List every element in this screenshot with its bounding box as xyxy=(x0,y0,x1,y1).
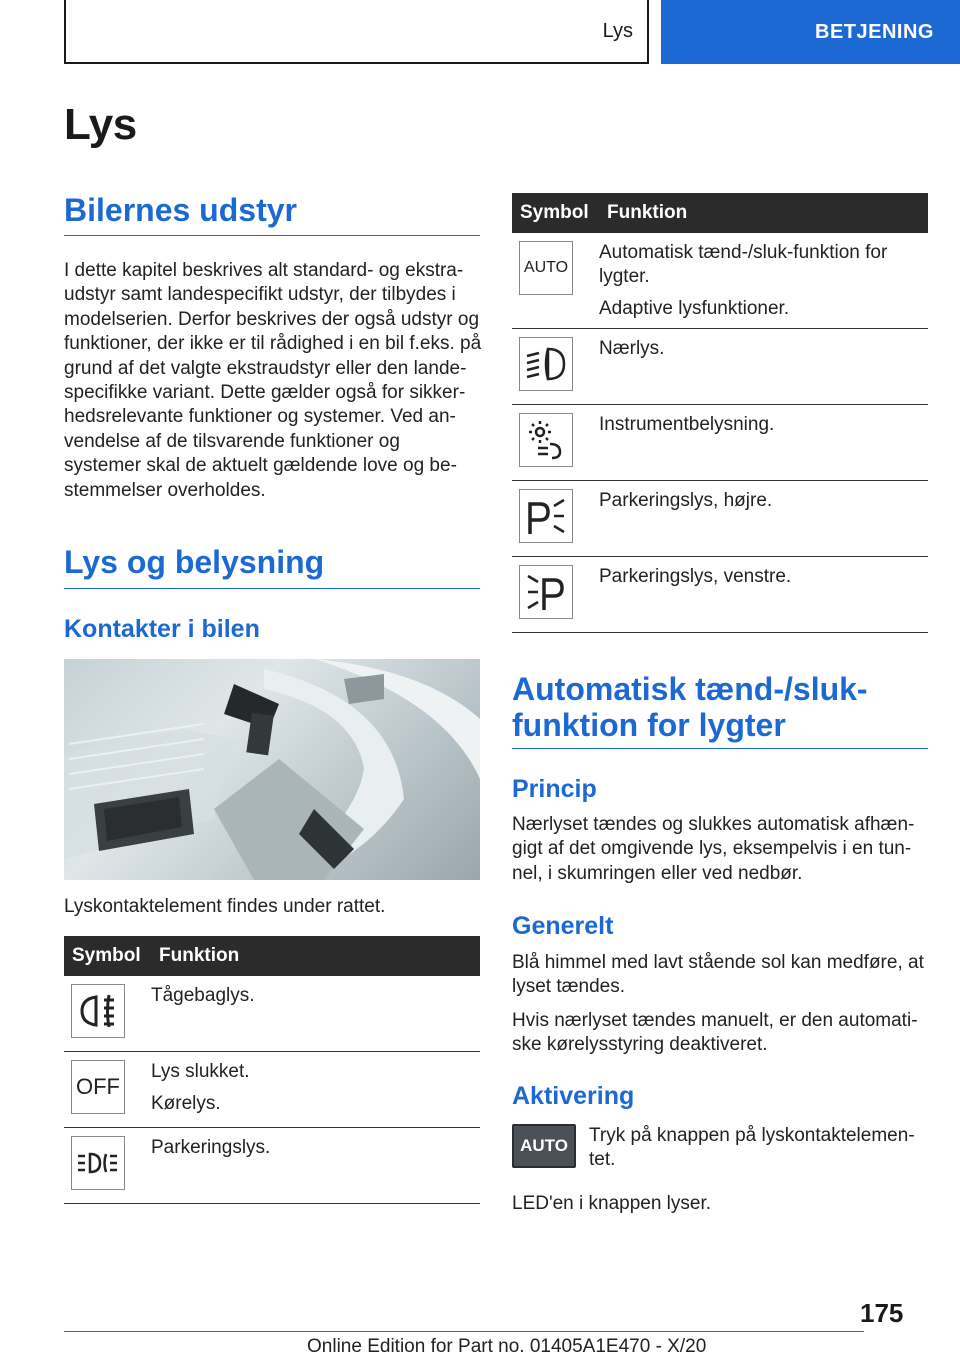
function-text: Adaptive lysfunktioner. xyxy=(599,298,790,319)
symbol-table-left xyxy=(64,936,480,1204)
function-text: Kørelys. xyxy=(151,1093,221,1114)
low-beam-icon xyxy=(519,337,573,391)
column-header-symbol: Symbol xyxy=(64,936,151,976)
table-header xyxy=(512,193,928,233)
function-text: Parkeringslys. xyxy=(151,1137,271,1158)
header-chapter-label: BETJENING xyxy=(815,20,934,43)
steering-column-photo xyxy=(64,659,480,880)
function-cell xyxy=(599,233,928,329)
heading-kontakter: Kontakter i bilen xyxy=(64,615,260,643)
auto-button-label: AUTO xyxy=(520,1136,568,1155)
heading-generelt: Generelt xyxy=(512,912,614,940)
table-header xyxy=(64,936,480,976)
column-header-funktion: Funktion xyxy=(151,936,480,976)
header-section xyxy=(64,0,649,64)
function-text: Parkeringslys, højre. xyxy=(599,490,773,511)
text-generelt-1: Blå himmel med lavt stående sol kan medføre, at lyset tændes. xyxy=(512,952,924,998)
text-generelt-2: Hvis nærlyset tændes manuelt, er den automatiske kørelysstyring deaktiveret. xyxy=(512,1010,918,1056)
text-princip: Nærlyset tændes og slukkes automatisk afhængigt af det omgivende lys, eksempelvis i en tunnel, i skumringen eller ved nedbør. xyxy=(512,814,915,884)
function-cell xyxy=(151,1128,480,1204)
function-cell xyxy=(599,405,928,481)
header-chapter[interactable] xyxy=(661,0,960,64)
text-aktivering: Tryk på knappen på lyskontaktelementet. xyxy=(589,1125,915,1171)
header-section-label: Lys xyxy=(602,19,633,42)
table-row xyxy=(64,976,480,1052)
function-cell xyxy=(599,557,928,633)
table-row xyxy=(512,233,928,329)
table-row xyxy=(64,1128,480,1204)
table-row xyxy=(64,1052,480,1128)
parking-light-right-icon xyxy=(519,489,573,543)
off-icon-text: OFF xyxy=(76,1074,120,1099)
column-header-funktion: Funktion xyxy=(599,193,928,233)
auto-icon-text: AUTO xyxy=(523,259,569,276)
photo-caption: Lyskontaktelement findes under rattet. xyxy=(64,896,386,917)
function-cell xyxy=(599,329,928,405)
function-text: Lys slukket. xyxy=(151,1061,250,1082)
heading-lys-og-belysning: Lys og belysning xyxy=(64,545,480,589)
page-number: 175 xyxy=(860,1298,904,1328)
auto-icon xyxy=(519,241,573,295)
text-led: LED'en i knappen lyser. xyxy=(512,1193,712,1214)
function-text: Nærlys. xyxy=(599,338,665,359)
symbol-table-right xyxy=(512,193,928,633)
heading-aktivering: Aktivering xyxy=(512,1082,635,1110)
page-title: Lys xyxy=(64,100,137,149)
instrument-lighting-icon xyxy=(519,413,573,467)
text-udstyr: I dette kapitel beskrives alt standard- og ekstraudstyr samt landespecifikt udstyr, der tilbydes i modelserien. Derfor beskrives der også udstyr og funktioner, der ikke er til rådighed i en bil f.eks. på grund af det valgte ekstraudstyr eller den landespecifikke variant. Dette gælder også for sikkerhedsrelevante funktioner og systemer. Ved anvendelse af de tilsvarende funktioner og systemer skal de aktuelt gældende love og bestemmelser overholdes. xyxy=(64,260,482,501)
footer-divider xyxy=(64,1331,864,1332)
column-header-symbol: Symbol xyxy=(512,193,599,233)
heading-bilernes-udstyr: Bilernes udstyr xyxy=(64,193,480,236)
off-icon xyxy=(71,1060,125,1114)
function-cell xyxy=(151,1052,480,1128)
auto-button[interactable] xyxy=(512,1124,576,1168)
table-row xyxy=(512,557,928,633)
heading-automatisk: Automatisk tænd-/sluk-funktion for lygter xyxy=(512,672,928,749)
table-row xyxy=(512,329,928,405)
table-row xyxy=(512,481,928,557)
table-row xyxy=(512,405,928,481)
function-text: Parkeringslys, venstre. xyxy=(599,566,792,587)
footer-edition: Online Edition for Part no. 01405A1E470 - X/20 xyxy=(307,1336,707,1357)
steering-column-illustration xyxy=(64,659,480,880)
function-text: Automatisk tænd-/sluk-funktion for lygter. xyxy=(599,242,888,287)
function-text: Instrumentbelysning. xyxy=(599,414,775,435)
function-text: Tågebaglys. xyxy=(151,985,255,1006)
parking-light-icon xyxy=(71,1136,125,1190)
heading-princip: Princip xyxy=(512,775,597,803)
function-cell xyxy=(151,976,480,1052)
parking-light-left-icon xyxy=(519,565,573,619)
function-cell xyxy=(599,481,928,557)
fog-light-icon xyxy=(71,984,125,1038)
